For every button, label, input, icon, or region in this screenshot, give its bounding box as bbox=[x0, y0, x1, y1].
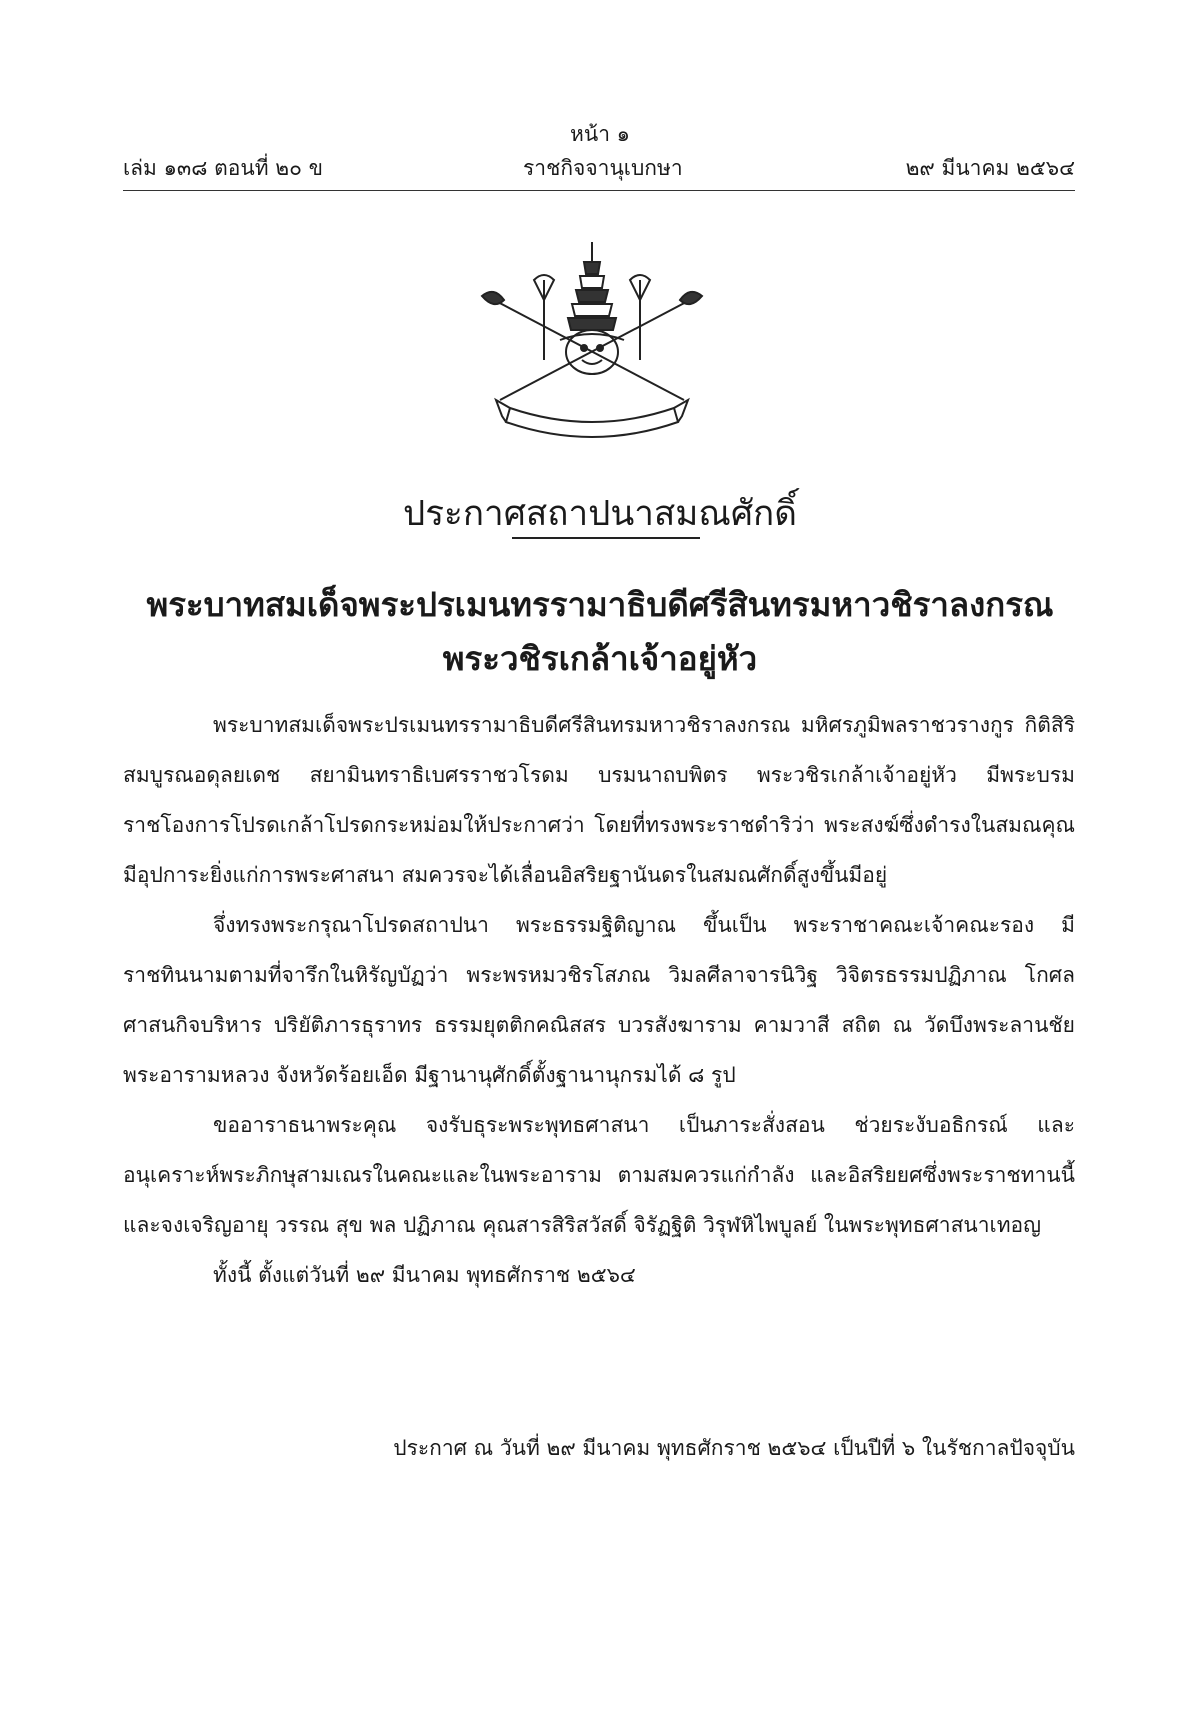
king-name-block bbox=[0, 578, 1200, 686]
title-divider bbox=[512, 537, 700, 539]
gazette-header bbox=[123, 152, 1075, 188]
paragraph-4: ทั้งนี้ ตั้งแต่วันที่ ๒๙ มีนาคม พุทธศักราช ๒๕๖๔ bbox=[213, 1263, 636, 1287]
paragraph-1: พระบาทสมเด็จพระปรเมนทรรามาธิบดีศรีสินทรมหาวชิราลงกรณ มหิศรภูมิพลราชวรางกูร กิติสิริสมบูรณอดุลยเดช สยามินทราธิเบศรราชวโรดม บรมนาถบพิตร พระวชิรเกล้าเจ้าอยู่หัว มีพระบรมราชโองการโปรดเกล้าโปรดกระหม่อมให้ประกาศว่า โดยที่ทรงพระราชดำริว่า พระสงฆ์ซึ่งดำรงในสมณคุณ มีอุปการะยิ่งแก่การพระศาสนา สมควรจะได้เลื่อนอิสริยฐานันดรในสมณศักดิ์สูงขึ้นมีอยู่ bbox=[123, 713, 1075, 887]
paragraph-3: ขออาราธนาพระคุณ จงรับธุระพระพุทธศาสนา เป็นภาระสั่งสอน ช่วยระงับอธิกรณ์ และอนุเคราะห์พระภิกษุสามเณรในคณะและในพระอาราม ตามสมควรแก่กำลัง และอิสริยยศซึ่งพระราชทานนี้ และจงเจริญอายุ วรรณ สุข พล ปฏิภาณ คุณสารสิริสวัสดิ์ จิรัฏฐิติ วิรุฬหิไพบูลย์ ในพระพุทธศาสนาเทอญ bbox=[123, 1113, 1075, 1237]
paragraph-2: จึ่งทรงพระกรุณาโปรดสถาปนา พระธรรมฐิติญาณ ขึ้นเป็น พระราชาคณะเจ้าคณะรอง มีราชทินนามตามที่จารึกในหิรัญบัฏว่า พระพรหมวชิรโสภณ วิมลศีลาจารนิวิฐ วิจิตรธรรมปฏิภาณ โกศลศาสนกิจบริหาร ปริยัติภารธุราทร ธรรมยุตติกคณิสสร บวรสังฆาราม คามวาสี สถิต ณ วัดบึงพระลานชัย พระอารามหลวง จังหวัดร้อยเอ็ด มีฐานานุศักดิ์ตั้งฐานานุกรมได้ ๘ รูป bbox=[123, 913, 1075, 1087]
gazette-date: ๒๙ มีนาคม ๒๕๖๔ bbox=[905, 156, 1075, 180]
king-name-line-2: พระวชิรเกล้าเจ้าอยู่หัว bbox=[442, 639, 758, 678]
volume-info: เล่ม ๑๓๘ ตอนที่ ๒๐ ข bbox=[123, 156, 323, 180]
royal-crown-emblem-icon bbox=[474, 240, 710, 440]
announcement-title: ประกาศสถาปนาสมณศักดิ์ bbox=[403, 494, 797, 534]
gazette-name: ราชกิจจานุเบกษา bbox=[523, 156, 683, 180]
page-number: หน้า ๑ bbox=[570, 122, 630, 146]
announcement-body bbox=[123, 700, 1075, 1300]
header-divider bbox=[123, 190, 1075, 191]
king-name-line-1: พระบาทสมเด็จพระปรเมนทรรามาธิบดีศรีสินทรมหาวชิราลงกรณ bbox=[146, 585, 1054, 624]
closing-statement: ประกาศ ณ วันที่ ๒๙ มีนาคม พุทธศักราช ๒๕๖๔ เป็นปีที่ ๖ ในรัชกาลปัจจุบัน bbox=[393, 1436, 1075, 1460]
